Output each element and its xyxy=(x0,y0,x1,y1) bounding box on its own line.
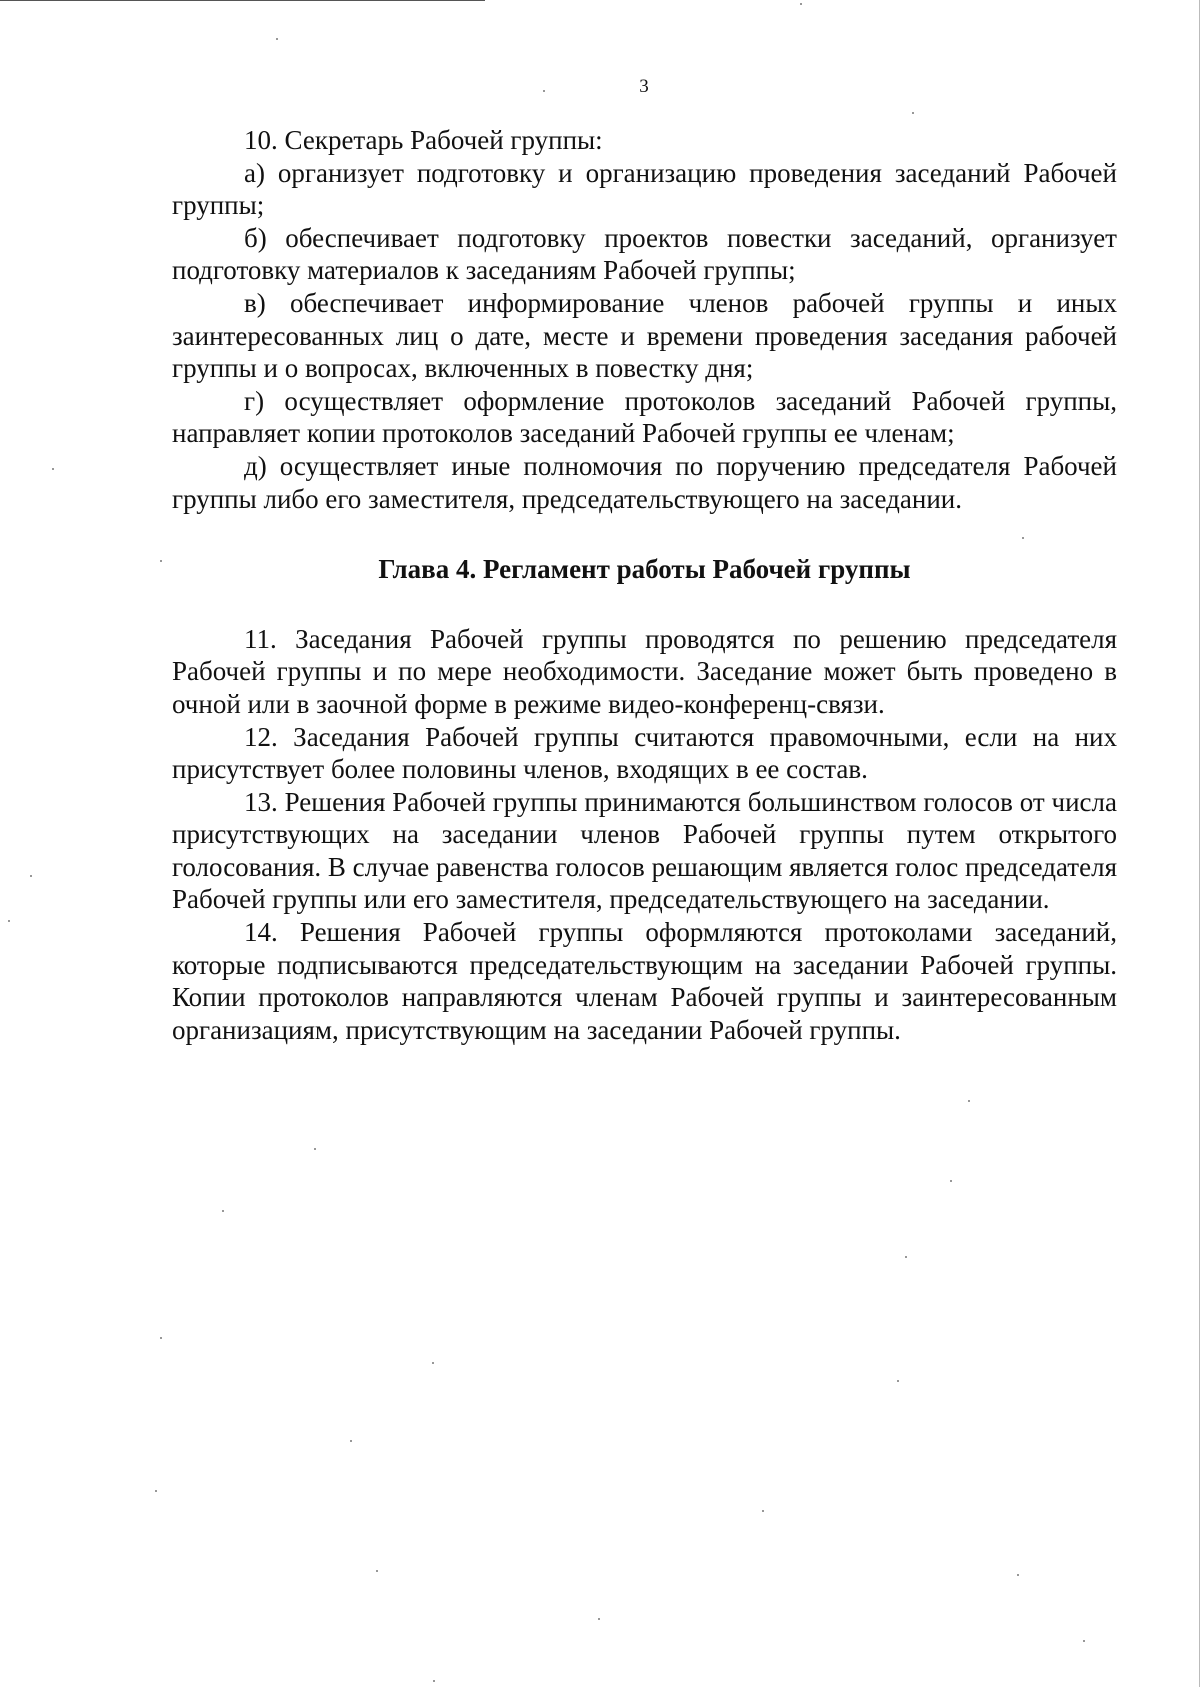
paragraph-13: 13. Решения Рабочей группы принимаются большинством голосов от числа присутствующих на заседании членов Рабочей группы путем открытого голосования. В случае равенства голосов решающим является голос председателя Рабочей группы или его заместителя, председательствующего на заседании. xyxy=(172,786,1117,915)
scan-speck xyxy=(1083,1640,1085,1642)
paragraph-10-item-d: д) осуществляет иные полномочия по поручению председателя Рабочей группы либо его заместителя, председательствующего на заседании. xyxy=(172,450,1117,514)
scan-speck xyxy=(155,1490,157,1492)
scan-speck xyxy=(30,875,32,877)
scan-speck xyxy=(800,3,802,5)
paragraph-10-item-v: в) обеспечивает информирование членов рабочей группы и иных заинтересованных лиц о дате, месте и времени проведения заседания рабочей группы и о вопросах, включенных в повестку дня; xyxy=(172,287,1117,384)
scan-speck xyxy=(897,1380,899,1382)
scan-speck xyxy=(950,1180,952,1182)
scan-speck xyxy=(1022,537,1024,539)
paragraph-10-item-g: г) осуществляет оформление протоколов заседаний Рабочей группы, направляет копии протоколов заседаний Рабочей группы ее членам; xyxy=(172,385,1117,449)
paragraph-10-item-a: а) организует подготовку и организацию проведения заседаний Рабочей группы; xyxy=(172,157,1117,221)
paragraph-14: 14. Решения Рабочей группы оформляются протоколами заседаний, которые подписываются председательствующим на заседании Рабочей группы. Копии протоколов направляются членам Рабочей группы и заинтересованным организациям, присутствующим на заседании Рабочей группы. xyxy=(172,917,1117,1045)
scan-speck xyxy=(52,468,54,470)
scan-edge-line xyxy=(0,0,485,1)
scan-speck xyxy=(968,1100,970,1102)
scan-speck xyxy=(350,1440,352,1442)
scan-speck xyxy=(433,1680,435,1682)
scan-speck xyxy=(160,1337,162,1339)
document-body xyxy=(172,124,1117,1046)
paragraph-11: 11. Заседания Рабочей группы проводятся по решению председателя Рабочей группы и по мере необходимости. Заседание может быть проведено в очной или в заочной форме в режиме видео-конференц-связи. xyxy=(172,623,1117,719)
scan-speck xyxy=(376,1570,378,1572)
paragraph-10-intro: 10. Секретарь Рабочей группы: xyxy=(244,125,603,155)
chapter-heading: Глава 4. Регламент работы Рабочей группы xyxy=(378,554,911,585)
scan-speck xyxy=(912,112,914,114)
scan-speck xyxy=(314,1148,316,1150)
scan-speck xyxy=(1017,1574,1019,1576)
scan-speck xyxy=(160,560,162,562)
scan-speck xyxy=(276,38,278,40)
scan-speck xyxy=(432,1362,434,1364)
scan-speck xyxy=(543,90,545,92)
scan-speck xyxy=(8,920,10,922)
scan-speck xyxy=(598,1618,600,1620)
paragraph-10-item-b: б) обеспечивает подготовку проектов повестки заседаний, организует подготовку материалов к заседаниям Рабочей группы; xyxy=(172,222,1117,286)
scan-speck xyxy=(222,1210,224,1212)
paragraph-12: 12. Заседания Рабочей группы считаются правомочными, если на них присутствует более половины членов, входящих в ее состав. xyxy=(172,721,1117,785)
page-number: 3 xyxy=(639,76,649,97)
scan-speck xyxy=(762,1510,764,1512)
scan-speck xyxy=(905,1256,907,1258)
